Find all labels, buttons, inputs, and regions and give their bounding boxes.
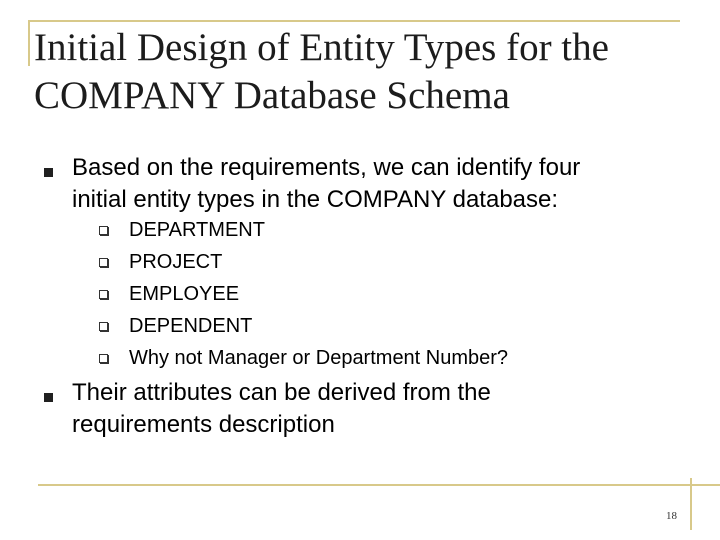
sub-bullet-item: Why not Manager or Department Number? (129, 347, 509, 369)
title-line-2: COMPANY Database Schema (34, 74, 510, 117)
bottom-decorative-rule (38, 484, 720, 486)
right-decorative-rule (690, 478, 692, 530)
bullet-text-line: initial entity types in the COMPANY database: (72, 186, 559, 213)
title-line-1: Initial Design of Entity Types for the (34, 26, 609, 69)
checkbox-bullet-icon (99, 226, 108, 235)
checkbox-bullet-icon (99, 354, 108, 363)
checkbox-bullet-icon (99, 290, 108, 299)
bullet-text-line: Their attributes can be derived from the (72, 379, 491, 406)
sub-bullet-item: EMPLOYEE (129, 283, 240, 305)
sub-bullet-item: DEPARTMENT (129, 219, 265, 241)
bullet-item (72, 377, 672, 441)
bullet-text-line: requirements description (72, 411, 335, 438)
bullet-text-line: Based on the requirements, we can identify four (72, 154, 581, 181)
top-decorative-rule (28, 20, 680, 22)
bullet-item (72, 152, 672, 216)
checkbox-bullet-icon (99, 258, 108, 267)
bullet-square-icon (44, 393, 53, 402)
checkbox-bullet-icon (99, 322, 108, 331)
page-number: 18 (666, 510, 677, 522)
left-decorative-rule (28, 20, 30, 66)
sub-bullet-item: DEPENDENT (129, 315, 253, 337)
slide-title (34, 24, 694, 120)
bullet-square-icon (44, 168, 53, 177)
sub-bullet-item: PROJECT (129, 251, 223, 273)
